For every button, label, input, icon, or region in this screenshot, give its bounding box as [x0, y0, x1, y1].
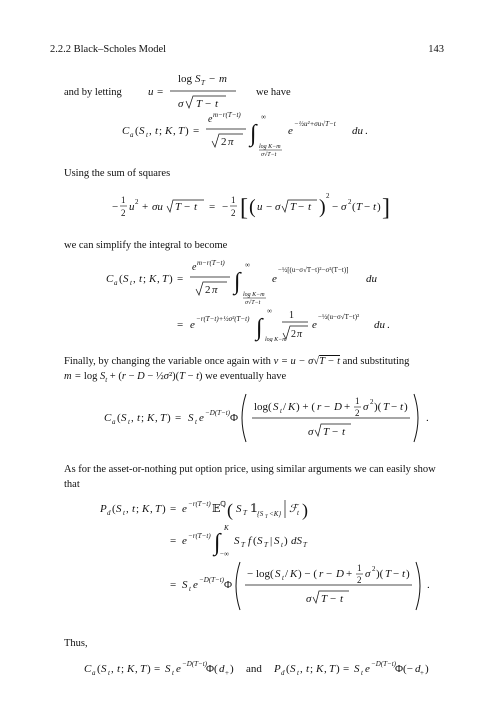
- svg-text:d: d: [219, 663, 225, 675]
- svg-text:−: −: [205, 98, 212, 110]
- svg-text:2: 2: [205, 284, 211, 296]
- svg-text:=: =: [343, 663, 350, 675]
- svg-text:t: t: [215, 98, 219, 110]
- svg-text:e: e: [182, 535, 187, 547]
- svg-text:(: (: [352, 201, 356, 213]
- svg-text:Φ(: Φ(: [206, 663, 218, 675]
- svg-text:): ): [404, 401, 408, 413]
- svg-text:C: C: [106, 273, 114, 285]
- svg-text:=: =: [209, 201, 216, 213]
- svg-text:2: 2: [372, 565, 376, 573]
- svg-text:|: |: [270, 535, 273, 547]
- svg-text:,: ,: [133, 273, 136, 285]
- equation-final-tail: [420, 654, 450, 682]
- svg-text:=: =: [175, 412, 182, 424]
- svg-text:;: ;: [159, 125, 163, 137]
- svg-text:;: ;: [141, 412, 145, 424]
- svg-text:K: K: [224, 524, 229, 532]
- svg-text:−: −: [266, 201, 273, 213]
- paragraph-thus: Thus,: [64, 638, 88, 649]
- svg-text:S: S: [354, 663, 360, 675]
- svg-text:e: e: [312, 319, 317, 331]
- svg-text:−: −: [324, 401, 331, 413]
- svg-text:S: S: [234, 535, 240, 547]
- svg-text:−½u²+σu√T−t: −½u²+σu√T−t: [294, 120, 336, 128]
- svg-text:=: =: [157, 86, 164, 98]
- svg-text:{S: {S: [257, 510, 264, 518]
- svg-text:=: =: [170, 535, 177, 547]
- svg-text:σ: σ: [365, 568, 371, 580]
- svg-text:−: −: [184, 201, 191, 213]
- svg-text:T: T: [178, 125, 185, 137]
- svg-text:): ): [185, 125, 189, 137]
- svg-text:T: T: [385, 568, 392, 580]
- svg-text:2: 2: [355, 408, 360, 418]
- svg-text:S: S: [236, 503, 242, 515]
- svg-text:t: t: [172, 669, 174, 677]
- svg-text:−½(u−σ√T−t)²: −½(u−σ√T−t)²: [318, 313, 360, 321]
- svg-text:): ): [377, 201, 381, 213]
- text-and: and: [246, 663, 262, 675]
- svg-text:.: .: [387, 319, 390, 331]
- svg-text:/: /: [283, 401, 287, 413]
- svg-text:t: t: [194, 201, 198, 213]
- svg-text:Φ(−: Φ(−: [395, 663, 413, 675]
- svg-text:t: t: [373, 201, 377, 213]
- svg-text:K: K: [149, 273, 157, 285]
- svg-text:σ: σ: [308, 426, 314, 438]
- svg-text:−D(T−t): −D(T−t): [182, 660, 208, 668]
- svg-text:)(: )(: [374, 401, 382, 413]
- svg-text:−: −: [222, 201, 229, 213]
- svg-text:Φ: Φ: [224, 579, 233, 591]
- svg-text:T: T: [265, 515, 268, 520]
- svg-text:=: =: [170, 503, 177, 515]
- svg-text:): ): [406, 568, 410, 580]
- svg-text:σ: σ: [275, 201, 281, 213]
- svg-text:1: 1: [355, 396, 360, 406]
- svg-text:T: T: [323, 426, 330, 438]
- svg-text:;: ;: [143, 273, 147, 285]
- svg-text:1: 1: [289, 310, 294, 321]
- svg-text:C: C: [122, 125, 130, 137]
- svg-text:e: e: [199, 412, 204, 424]
- svg-text:t: t: [130, 279, 132, 287]
- svg-text:.: .: [427, 579, 430, 591]
- svg-text:−: −: [298, 201, 305, 213]
- svg-text:f: f: [248, 535, 252, 547]
- svg-text:u: u: [148, 86, 154, 98]
- svg-text:2: 2: [357, 575, 362, 585]
- svg-text:K: K: [127, 663, 135, 675]
- svg-text:D: D: [336, 568, 344, 580]
- svg-text:P: P: [100, 503, 107, 515]
- svg-text:): ): [319, 196, 326, 218]
- svg-text:(: (: [119, 273, 123, 285]
- svg-text:t: t: [342, 426, 346, 438]
- svg-text:ℱ: ℱ: [289, 503, 298, 515]
- text-eventually-have: we eventually have: [205, 371, 287, 382]
- svg-text:(: (: [112, 503, 116, 515]
- svg-text:/: /: [285, 568, 289, 580]
- running-header-section: 2.2.2 Black–Scholes Model: [50, 44, 167, 55]
- svg-text:T: T: [201, 79, 205, 87]
- text-finally: Finally, by changing the variable once again with: [64, 356, 271, 367]
- svg-text:T: T: [383, 401, 390, 413]
- svg-text:;: ;: [121, 663, 125, 675]
- svg-text:𝔼: 𝔼: [212, 503, 221, 515]
- svg-text:t: t: [297, 509, 299, 517]
- svg-text:−: −: [332, 201, 339, 213]
- svg-text:=: =: [177, 273, 184, 285]
- inline-math-v-substitution: v = u − σ√T − t: [273, 356, 340, 367]
- svg-text:t: t: [123, 509, 125, 517]
- svg-text:+: +: [346, 568, 353, 580]
- svg-text:): ): [425, 663, 429, 675]
- svg-text:1: 1: [357, 563, 362, 573]
- svg-text:σ√T−t: σ√T−t: [261, 152, 277, 156]
- svg-text:K: K: [290, 568, 298, 580]
- svg-text:−D(T−t): −D(T−t): [205, 409, 231, 417]
- page-number: 143: [428, 44, 444, 55]
- svg-text:−r(T−t): −r(T−t): [188, 532, 211, 540]
- svg-text:,: ,: [173, 125, 176, 137]
- svg-text:t: t: [306, 663, 310, 675]
- svg-text:;: ;: [310, 663, 314, 675]
- svg-text:): ): [230, 663, 234, 675]
- svg-text:S: S: [139, 125, 145, 137]
- svg-text:∞: ∞: [261, 113, 266, 121]
- svg-text:S: S: [274, 535, 280, 547]
- svg-text:t: t: [282, 574, 284, 582]
- svg-text:,: ,: [135, 663, 138, 675]
- svg-text:log K−m: log K−m: [243, 292, 265, 298]
- svg-text:∞: ∞: [245, 261, 250, 269]
- svg-text:,: ,: [126, 503, 129, 515]
- equation-ca-integral-1: [122, 108, 402, 156]
- svg-text:.: .: [426, 412, 429, 424]
- svg-text:du: du: [374, 319, 385, 331]
- svg-text:a: a: [92, 669, 96, 677]
- svg-text:(: (: [249, 196, 256, 218]
- svg-text:T: T: [175, 201, 182, 213]
- svg-text:T: T: [290, 201, 297, 213]
- svg-text:t: t: [108, 669, 110, 677]
- inline-math-m-rhs: $\log S_t + (r - D$ − ½σ²)(T − t): [83, 371, 203, 385]
- svg-text:2: 2: [326, 192, 330, 200]
- equation-ca-integral-2: [106, 258, 446, 342]
- svg-text:t: t: [361, 669, 363, 677]
- svg-text:S: S: [195, 73, 201, 85]
- svg-text:d: d: [415, 663, 421, 675]
- svg-text:−: −: [391, 401, 398, 413]
- equation-final-pair: [84, 654, 424, 682]
- svg-text:): ): [169, 273, 173, 285]
- text-and-substituting: and substituting: [342, 356, 410, 367]
- svg-text:T: T: [196, 98, 203, 110]
- svg-text:t: t: [128, 418, 130, 426]
- svg-text:∞: ∞: [267, 307, 272, 315]
- svg-text:−½[(u−σ√T−t)²−σ²(T−t)]: −½[(u−σ√T−t)²−σ²(T−t)]: [278, 266, 349, 274]
- svg-text:) + (: ) + (: [296, 401, 316, 413]
- svg-text:e: e: [365, 663, 370, 675]
- svg-text:−D(T−t): −D(T−t): [199, 576, 225, 584]
- svg-text:=: =: [170, 579, 177, 591]
- svg-text:−: −: [326, 568, 333, 580]
- svg-text:−: −: [209, 73, 216, 85]
- svg-text:,: ,: [324, 663, 327, 675]
- svg-text:+: +: [142, 201, 149, 213]
- svg-text:,: ,: [155, 412, 158, 424]
- svg-text:S: S: [121, 412, 127, 424]
- svg-text:a: a: [130, 131, 134, 139]
- svg-text:ℚ: ℚ: [220, 500, 227, 508]
- svg-text:a: a: [112, 418, 116, 426]
- svg-text:C: C: [84, 663, 92, 675]
- svg-text:m−r(T−t): m−r(T−t): [197, 259, 225, 267]
- svg-text:t: t: [280, 407, 282, 415]
- svg-text:S: S: [182, 579, 188, 591]
- svg-text:[: [: [240, 195, 248, 221]
- svg-text:T: T: [140, 663, 147, 675]
- svg-text:2: 2: [221, 136, 227, 148]
- svg-text:T: T: [155, 503, 162, 515]
- svg-text:T: T: [241, 541, 245, 549]
- svg-text:∫: ∫: [234, 269, 241, 295]
- svg-text:e: e: [176, 663, 181, 675]
- svg-text:) − (: ) − (: [298, 568, 318, 580]
- svg-text:2: 2: [348, 198, 352, 206]
- svg-text:T: T: [264, 541, 268, 549]
- svg-text:T: T: [321, 593, 328, 605]
- svg-text:log(: log(: [256, 568, 274, 580]
- svg-text:S: S: [290, 663, 296, 675]
- svg-text:2: 2: [291, 329, 296, 340]
- svg-text:T: T: [160, 412, 167, 424]
- svg-text:d: d: [281, 669, 285, 677]
- svg-text:2: 2: [135, 198, 139, 206]
- svg-text:e: e: [190, 319, 195, 331]
- svg-text:,: ,: [157, 273, 160, 285]
- svg-text:): ): [167, 412, 171, 424]
- svg-text:m: m: [219, 73, 227, 85]
- svg-text:1: 1: [121, 195, 126, 205]
- svg-text:S: S: [275, 568, 281, 580]
- svg-text:t: t: [297, 669, 299, 677]
- paragraph-put-option: As for the asset-or-nothing put option price, using similar arguments we can easily show that: [64, 464, 436, 490]
- svg-text:log: log: [178, 73, 193, 85]
- svg-text:e: e: [272, 273, 277, 285]
- svg-text:,: ,: [150, 503, 153, 515]
- svg-text:a: a: [114, 279, 118, 287]
- svg-text:t: t: [155, 125, 159, 137]
- svg-text:): ): [284, 535, 288, 547]
- svg-text:t: t: [189, 585, 191, 593]
- svg-text:S: S: [188, 412, 194, 424]
- svg-text:−D(T−t): −D(T−t): [371, 660, 397, 668]
- paragraph-finally: [64, 354, 448, 388]
- svg-text:K: K: [147, 412, 155, 424]
- svg-text:−: −: [332, 426, 339, 438]
- svg-text:2: 2: [370, 398, 374, 406]
- svg-text:t: t: [308, 201, 312, 213]
- svg-text:σ: σ: [363, 401, 369, 413]
- svg-text:du: du: [366, 273, 377, 285]
- svg-text:=: =: [193, 125, 200, 137]
- svg-text:𝟙: 𝟙: [250, 503, 258, 515]
- svg-text:u: u: [257, 201, 263, 213]
- svg-text:e: e: [182, 503, 187, 515]
- svg-text:,: ,: [131, 412, 134, 424]
- svg-text:t: t: [402, 568, 406, 580]
- svg-text:S: S: [101, 663, 107, 675]
- svg-text:σu: σu: [152, 201, 163, 213]
- svg-text:(: (: [135, 125, 139, 137]
- svg-text:e: e: [192, 262, 197, 273]
- svg-text:Φ: Φ: [230, 412, 239, 424]
- svg-text:1: 1: [231, 195, 236, 205]
- svg-text:S: S: [165, 663, 171, 675]
- svg-text:T: T: [243, 509, 247, 517]
- svg-text:(: (: [286, 663, 290, 675]
- svg-text:2: 2: [121, 208, 126, 218]
- svg-text:)(: )(: [376, 568, 384, 580]
- svg-text:K: K: [165, 125, 173, 137]
- svg-text:t: t: [400, 401, 404, 413]
- svg-text:m−r(T−t): m−r(T−t): [213, 111, 241, 119]
- svg-text:e: e: [288, 125, 293, 137]
- svg-text:;: ;: [136, 503, 140, 515]
- svg-text:∫: ∫: [256, 315, 263, 341]
- svg-text:r: r: [319, 568, 324, 580]
- svg-text:K: K: [142, 503, 150, 515]
- svg-text:): ): [302, 500, 308, 520]
- svg-text:<K}: <K}: [269, 510, 282, 518]
- svg-text:C: C: [104, 412, 112, 424]
- svg-text:t: t: [132, 503, 136, 515]
- svg-text:(: (: [253, 535, 257, 547]
- svg-text:,: ,: [300, 663, 303, 675]
- svg-text:=: =: [154, 663, 161, 675]
- svg-text:+: +: [225, 669, 229, 677]
- svg-text:−: −: [112, 201, 119, 213]
- svg-text:S: S: [123, 273, 129, 285]
- svg-text:−r(T−t)+½σ²(T−t): −r(T−t)+½σ²(T−t): [196, 315, 250, 323]
- svg-text:d: d: [107, 509, 111, 517]
- svg-text:D: D: [334, 401, 342, 413]
- svg-text:log(: log(: [254, 401, 272, 413]
- svg-text:e: e: [208, 114, 213, 125]
- svg-text:t: t: [117, 663, 121, 675]
- svg-text:π: π: [212, 284, 218, 296]
- equation-ca-phi: [104, 388, 444, 446]
- text-and-by-letting: and by letting: [64, 87, 122, 98]
- svg-text:π: π: [228, 136, 234, 148]
- equation-sum-of-squares: [112, 186, 392, 230]
- svg-text:−r(T−t): −r(T−t): [188, 500, 211, 508]
- svg-text:.: .: [365, 125, 368, 137]
- svg-text:−: −: [330, 593, 337, 605]
- svg-text:log K−m: log K−m: [265, 337, 287, 342]
- svg-text:(: (: [97, 663, 101, 675]
- svg-text:dS: dS: [291, 535, 302, 547]
- svg-text:,: ,: [111, 663, 114, 675]
- svg-text:2: 2: [231, 208, 236, 218]
- svg-text:e: e: [193, 579, 198, 591]
- svg-text:t: t: [195, 418, 197, 426]
- svg-text:S: S: [257, 535, 263, 547]
- svg-text:S: S: [116, 503, 122, 515]
- svg-text:t: t: [139, 273, 143, 285]
- svg-text:,: ,: [149, 125, 152, 137]
- svg-text:): ): [336, 663, 340, 675]
- svg-text:t: t: [281, 541, 283, 549]
- svg-text:): ): [147, 663, 151, 675]
- paragraph-sum-of-squares: Using the sum of squares: [64, 168, 171, 179]
- svg-text:]: ]: [382, 195, 390, 221]
- svg-text:∫: ∫: [250, 121, 257, 147]
- svg-text:=: =: [177, 319, 184, 331]
- svg-text:−: −: [364, 201, 371, 213]
- text-we-have: we have: [256, 87, 291, 98]
- svg-text:t: t: [137, 412, 141, 424]
- svg-text:du: du: [352, 125, 363, 137]
- svg-text:r: r: [317, 401, 322, 413]
- svg-text:T: T: [303, 541, 307, 549]
- svg-text:σ: σ: [341, 201, 347, 213]
- svg-text:T: T: [356, 201, 363, 213]
- svg-text:K: K: [288, 401, 296, 413]
- svg-text:K: K: [316, 663, 324, 675]
- svg-text:−∞: −∞: [220, 550, 229, 558]
- svg-text:u: u: [129, 201, 135, 213]
- svg-text:−: −: [393, 568, 400, 580]
- svg-text:T: T: [162, 273, 169, 285]
- equation-pd-block: [100, 492, 440, 614]
- svg-text:+: +: [344, 401, 351, 413]
- svg-text:log K−m: log K−m: [259, 144, 281, 150]
- svg-text:π: π: [297, 329, 303, 340]
- svg-text:T: T: [329, 663, 336, 675]
- svg-text:P: P: [274, 663, 281, 675]
- svg-text:σ: σ: [178, 98, 184, 110]
- inline-math-m-substitution: m =: [64, 371, 84, 382]
- svg-text:σ: σ: [306, 593, 312, 605]
- svg-text:(: (: [117, 412, 121, 424]
- svg-text:S: S: [273, 401, 279, 413]
- svg-text:(: (: [227, 500, 233, 520]
- svg-text:σ√T−t: σ√T−t: [245, 300, 261, 306]
- svg-text:): ): [162, 503, 166, 515]
- svg-text:∫: ∫: [214, 530, 221, 556]
- svg-text:t: t: [146, 131, 148, 139]
- svg-text:+: +: [420, 669, 424, 677]
- paragraph-simplify: we can simplify the integral to become: [64, 240, 228, 251]
- svg-text:−: −: [247, 568, 254, 580]
- svg-text:t: t: [340, 593, 344, 605]
